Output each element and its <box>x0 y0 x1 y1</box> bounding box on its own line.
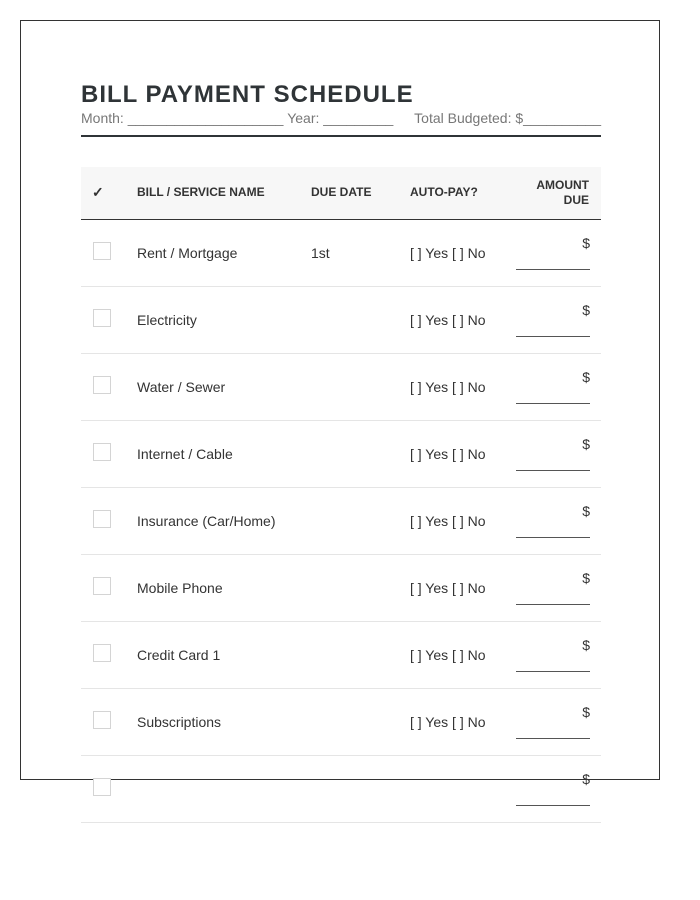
row-check-cell <box>81 353 137 420</box>
table-row <box>81 487 601 554</box>
due-date <box>311 353 410 420</box>
row-check-cell <box>81 688 137 755</box>
amount-due-field[interactable] <box>516 503 590 538</box>
due-date <box>311 621 410 688</box>
paid-checkbox[interactable] <box>93 242 111 260</box>
schedule-sheet <box>81 80 601 823</box>
amount-due-field[interactable] <box>516 570 590 605</box>
amount-due-field[interactable] <box>516 369 590 404</box>
auto-pay-options[interactable]: [ ] Yes [ ] No <box>410 378 486 395</box>
amount-due-cell <box>516 219 601 286</box>
amount-header-line2: DUE <box>563 192 589 207</box>
bill-name: Insurance (Car/Home) <box>137 512 276 529</box>
meta-fields <box>81 110 601 137</box>
due-date-column-header: DUE DATE <box>311 185 372 200</box>
month-field[interactable]: Month: ____________________ <box>81 110 284 126</box>
table-row <box>81 420 601 487</box>
dollar-sign: $ <box>582 235 590 251</box>
auto-pay-options[interactable]: [ ] Yes [ ] No <box>410 646 486 663</box>
row-check-cell <box>81 621 137 688</box>
total-budgeted-field[interactable]: Total Budgeted: $__________ <box>414 110 601 126</box>
page-title: BILL PAYMENT SCHEDULE <box>81 81 414 108</box>
amount-due-field[interactable] <box>516 771 590 806</box>
amount-header-line1: AMOUNT <box>536 177 589 192</box>
amount-due-cell <box>516 286 601 353</box>
amount-due-cell <box>516 621 601 688</box>
amount-due-column-header <box>516 167 601 219</box>
dollar-sign: $ <box>582 704 590 720</box>
row-check-cell <box>81 755 137 822</box>
table-row <box>81 554 601 621</box>
table-row <box>81 621 601 688</box>
due-date: 1st <box>311 244 330 261</box>
amount-due-field[interactable] <box>516 637 590 672</box>
name-column-header: BILL / SERVICE NAME <box>137 185 265 200</box>
paid-checkbox[interactable] <box>93 577 111 595</box>
paid-checkbox[interactable] <box>93 711 111 729</box>
auto-pay-options[interactable]: [ ] Yes [ ] No <box>410 244 486 261</box>
auto-pay-column-header: AUTO-PAY? <box>410 185 478 200</box>
paid-checkbox[interactable] <box>93 443 111 461</box>
amount-due-field[interactable] <box>516 704 590 739</box>
dollar-sign: $ <box>582 637 590 653</box>
amount-due-cell <box>516 353 601 420</box>
bill-name: Water / Sewer <box>137 378 226 395</box>
dollar-sign: $ <box>582 503 590 519</box>
bill-name: Subscriptions <box>137 713 222 730</box>
check-column-header: ✓ <box>92 184 104 201</box>
dollar-sign: $ <box>582 436 590 452</box>
bill-name: Credit Card 1 <box>137 646 221 663</box>
table-row <box>81 755 601 822</box>
bill-name: Electricity <box>137 311 197 328</box>
auto-pay-options[interactable] <box>410 755 516 822</box>
auto-pay-options[interactable]: [ ] Yes [ ] No <box>410 713 486 730</box>
dollar-sign: $ <box>582 570 590 586</box>
dollar-sign: $ <box>582 771 590 787</box>
amount-due-cell <box>516 755 601 822</box>
paid-checkbox[interactable] <box>93 644 111 662</box>
paid-checkbox[interactable] <box>93 309 111 327</box>
row-check-cell <box>81 219 137 286</box>
year-field[interactable]: Year: _________ <box>287 110 394 126</box>
row-check-cell <box>81 286 137 353</box>
paid-checkbox[interactable] <box>93 376 111 394</box>
due-date <box>311 286 410 353</box>
row-check-cell <box>81 554 137 621</box>
amount-due-field[interactable] <box>516 302 590 337</box>
due-date <box>311 688 410 755</box>
table-row <box>81 688 601 755</box>
auto-pay-options[interactable]: [ ] Yes [ ] No <box>410 579 486 596</box>
auto-pay-options[interactable]: [ ] Yes [ ] No <box>410 445 486 462</box>
due-date <box>311 487 410 554</box>
bill-table <box>81 167 601 823</box>
auto-pay-options[interactable]: [ ] Yes [ ] No <box>410 512 486 529</box>
bill-name: Rent / Mortgage <box>137 244 238 261</box>
amount-due-cell <box>516 554 601 621</box>
table-row <box>81 219 601 286</box>
bill-name <box>137 755 311 822</box>
auto-pay-options[interactable]: [ ] Yes [ ] No <box>410 311 486 328</box>
amount-due-cell <box>516 487 601 554</box>
table-header-row <box>81 167 601 219</box>
amount-due-field[interactable] <box>516 235 590 270</box>
bill-name: Internet / Cable <box>137 445 233 462</box>
bill-name: Mobile Phone <box>137 579 223 596</box>
due-date <box>311 420 410 487</box>
table-row <box>81 286 601 353</box>
paid-checkbox[interactable] <box>93 778 111 796</box>
dollar-sign: $ <box>582 302 590 318</box>
dollar-sign: $ <box>582 369 590 385</box>
amount-due-field[interactable] <box>516 436 590 471</box>
row-check-cell <box>81 420 137 487</box>
row-check-cell <box>81 487 137 554</box>
due-date <box>311 755 410 822</box>
amount-due-cell <box>516 420 601 487</box>
amount-due-cell <box>516 688 601 755</box>
table-row <box>81 353 601 420</box>
paid-checkbox[interactable] <box>93 510 111 528</box>
due-date <box>311 554 410 621</box>
